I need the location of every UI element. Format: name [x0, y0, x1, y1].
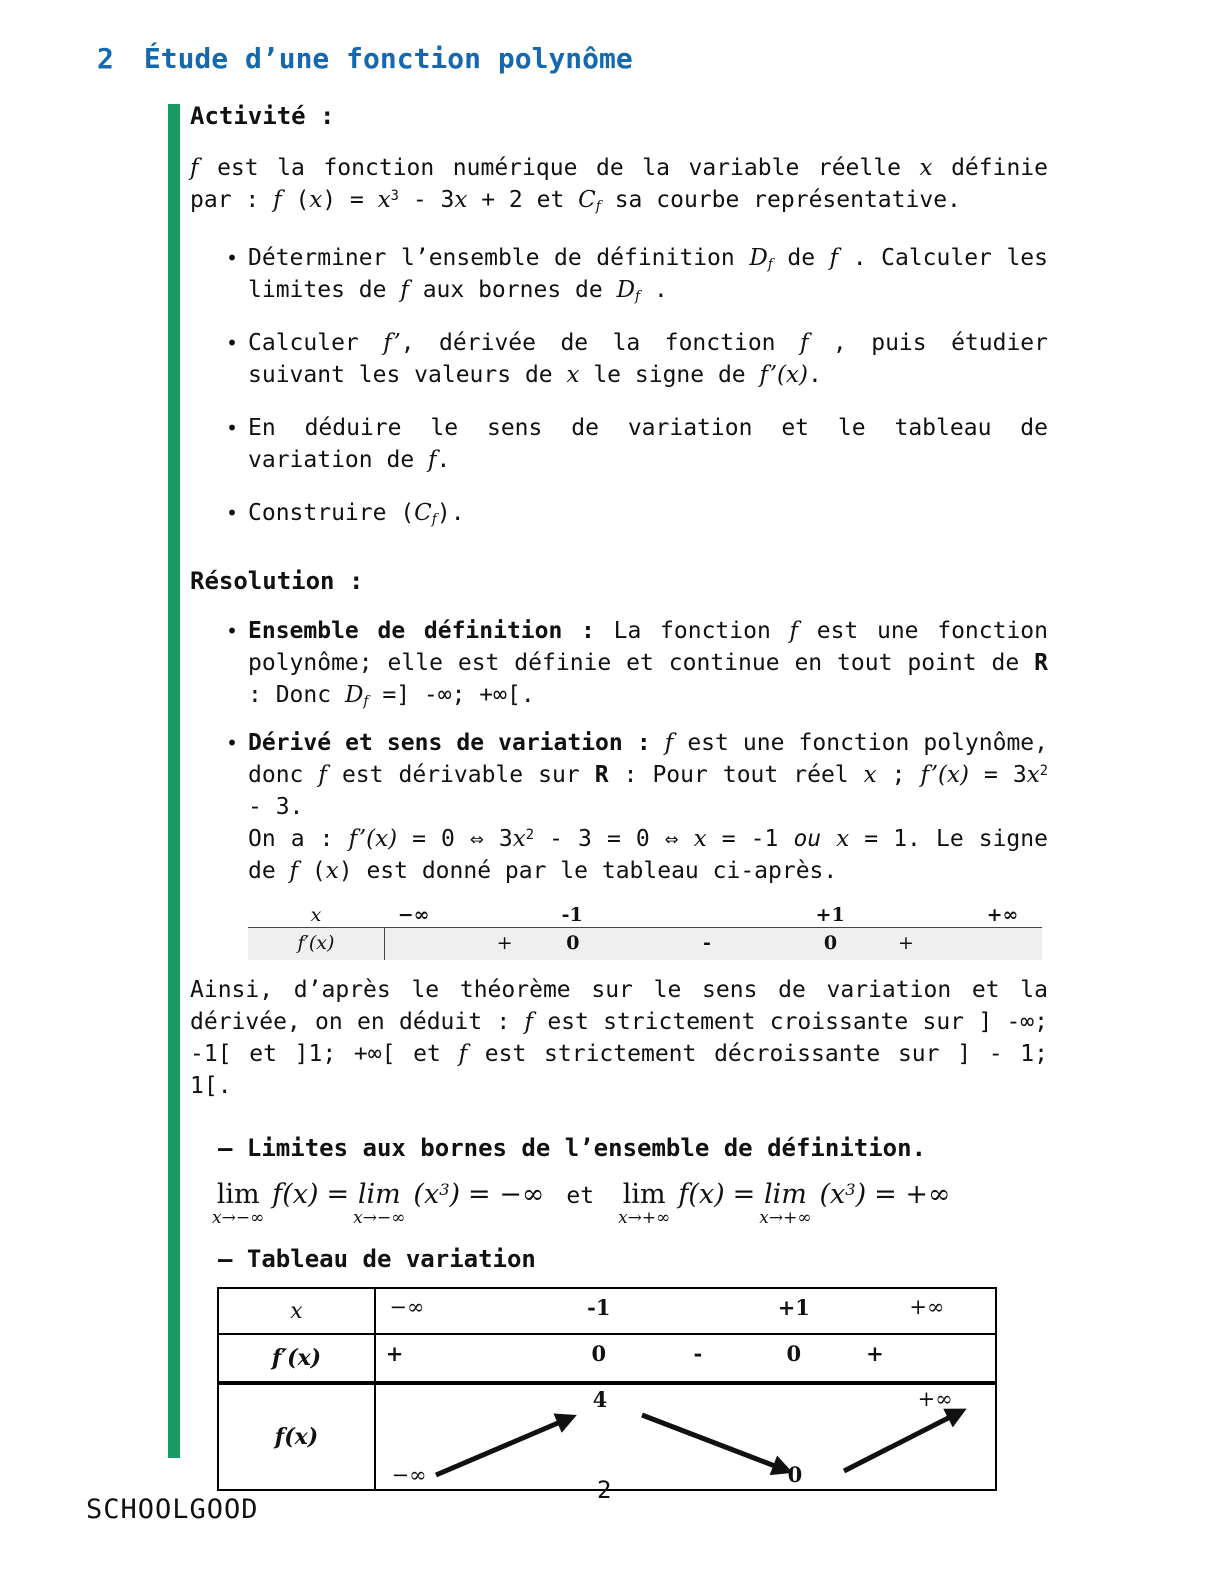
lim-subscript: x→+∞ [618, 1208, 671, 1228]
activity-bullet-list [190, 242, 1048, 529]
expr-exponent: 3 [439, 1179, 450, 1199]
f-limit-start: −∞ [391, 1463, 427, 1487]
limits-formula [212, 1180, 1048, 1227]
sign-table-sign-row [248, 927, 1042, 960]
variation-subheading: – Tableau de variation [218, 1245, 536, 1273]
lim-subscript: x→+∞ [759, 1208, 812, 1228]
sign-value: 0 [591, 1341, 607, 1366]
bullet-icon: • [226, 416, 239, 440]
bullet-text: Ensemble de définition : La fonction f est une fonction polynôme; elle est définie et continue en tout point de R : Donc $D_f$ =] -∞; +∞[. [248, 618, 1049, 710]
x-tick: -1 [587, 1295, 611, 1320]
resolution-heading: Résolution : [190, 567, 364, 595]
variation-x-row [219, 1289, 995, 1333]
variation-f-values [376, 1385, 995, 1489]
resolution-list [190, 615, 1048, 887]
expr-open: (x [819, 1179, 846, 1210]
increase-arrow [844, 1411, 962, 1471]
sign-table-x-label: x [310, 904, 322, 926]
equals-sign: = [326, 1179, 350, 1210]
bullet-icon: • [226, 731, 239, 755]
sign-table-header-values [384, 903, 1042, 927]
limit-result: = −∞ [468, 1179, 545, 1210]
sign-value: 0 [823, 932, 838, 954]
limits-subheading: – Limites aux bornes de l’ensemble de définition. [218, 1134, 927, 1162]
lim-operator-stack [353, 1180, 405, 1227]
variation-x-values [376, 1289, 995, 1333]
lim-operator: lim [622, 1179, 666, 1210]
x-tick: +1 [777, 1295, 810, 1320]
derivative-paragraph: Dérivé et sens de variation : f est une fonction polynôme, donc f est dérivable sur R : Pour tout réel x ; f’(x) = $3x^2 - 3$. [248, 730, 1048, 820]
expr-close: ) [449, 1179, 461, 1210]
lim-operator-stack [618, 1180, 670, 1227]
lim-expression [413, 1180, 460, 1210]
lim-operator: lim [216, 1179, 260, 1210]
bullet-text: Construire $(C_f)$. [248, 500, 465, 528]
activity-heading: Activité : [190, 102, 335, 130]
x-tick: -1 [561, 904, 583, 926]
lim-operator-stack [759, 1180, 811, 1227]
list-item [190, 497, 1048, 529]
bullet-text: Calculer f’, dérivée de la fonction f , puis étudier suivant les valeurs de x le signe de f’(x). [248, 330, 1048, 388]
lim-operator-stack [212, 1180, 264, 1227]
variation-x-label: x [219, 1289, 376, 1333]
variation-f-row [219, 1381, 995, 1489]
expr-exponent: 3 [845, 1179, 856, 1199]
bullet-text: Déterminer l’ensemble de définition $D_f$ de f . Calculer les limites de f aux bornes de $D_f$ . [248, 245, 1048, 305]
bullet-icon: • [226, 501, 239, 525]
section-number: 2 [97, 42, 114, 75]
f-limit-end: +∞ [917, 1387, 953, 1411]
x-tick: +∞ [986, 904, 1019, 926]
conjunction-et: et [566, 1183, 595, 1209]
content-column [190, 100, 1048, 1491]
lim-operator: lim [763, 1179, 807, 1210]
increase-arrow [436, 1417, 572, 1475]
sign-value: 0 [566, 932, 580, 954]
lim-subscript: x→−∞ [353, 1208, 406, 1228]
sign-value: + [385, 1341, 404, 1366]
list-item [190, 327, 1048, 391]
list-item [190, 242, 1048, 306]
limit-result: = +∞ [874, 1179, 951, 1210]
expr-open: (x [413, 1179, 440, 1210]
section-title [97, 42, 633, 75]
lim-expression [820, 1180, 867, 1210]
sign-value: + [866, 1341, 884, 1366]
equals-sign: = [732, 1179, 756, 1210]
x-tick: −∞ [389, 1295, 425, 1319]
page-number: 2 [597, 1476, 612, 1504]
lim-expression: f(x) [272, 1179, 319, 1210]
list-item [190, 727, 1048, 887]
sign-value: 0 [786, 1341, 802, 1366]
bullet-icon: • [226, 619, 239, 643]
x-tick: +∞ [909, 1295, 945, 1319]
f-min-value: 0 [787, 1462, 803, 1487]
footer-brand: SCHOOLGOOD [86, 1494, 259, 1525]
lim-subscript: x→−∞ [212, 1208, 265, 1228]
lim-operator: lim [357, 1179, 401, 1210]
activity-intro-paragraph: f est la fonction numérique de la variable réelle x définie par : f $(x) = x^3 - 3x + 2$ et $C_f$ sa courbe représentative. [190, 155, 1048, 215]
variation-arrows [376, 1385, 995, 1489]
sign-value: + [496, 932, 513, 954]
x-tick: +1 [815, 904, 845, 926]
sign-table-header-row [248, 903, 1042, 927]
list-item [190, 615, 1048, 711]
sign-value: - [693, 1341, 703, 1366]
decrease-arrow [642, 1415, 788, 1471]
bullet-text-group [248, 727, 1048, 887]
lim-expression: f(x) [678, 1179, 725, 1210]
sign-value: - [702, 932, 711, 954]
bullet-icon: • [226, 331, 239, 355]
conclusion-paragraph: Ainsi, d’après le théorème sur le sens de variation et la dérivée, on en déduit : f est strictement croissante sur ] -∞; -1[ et ]1; +∞[ et f est strictement décroissante sur ] - 1; 1[. [190, 977, 1048, 1099]
variation-fprime-values [376, 1335, 995, 1381]
x-tick: −∞ [397, 904, 430, 926]
expr-close: ) [855, 1179, 867, 1210]
f-max-value: 4 [592, 1387, 608, 1412]
list-item [190, 412, 1048, 476]
bullet-text: En déduire le sens de variation et le tableau de variation de f. [248, 415, 1048, 473]
variation-fprime-row [219, 1333, 995, 1381]
accent-rule-bar [168, 104, 180, 1458]
sign-table [248, 903, 1042, 960]
sign-value: + [898, 932, 914, 954]
section-title-text: Étude d’une fonction polynôme [143, 42, 633, 75]
sign-table-fprime-label: f′(x) [297, 932, 335, 954]
variation-table [217, 1287, 997, 1491]
variation-fprime-label: f′(x) [219, 1335, 376, 1381]
sign-table-sign-values [384, 928, 1042, 960]
variation-f-label: f(x) [219, 1385, 376, 1489]
sign-equation-paragraph: On a : f’(x) = 0 ⇔ $3x^2 - 3 = 0$ ⇔ x = -1 ou x = 1. Le signe de f (x) est donné par le tableau ci-après. [248, 826, 1048, 884]
bullet-icon: • [226, 246, 239, 270]
